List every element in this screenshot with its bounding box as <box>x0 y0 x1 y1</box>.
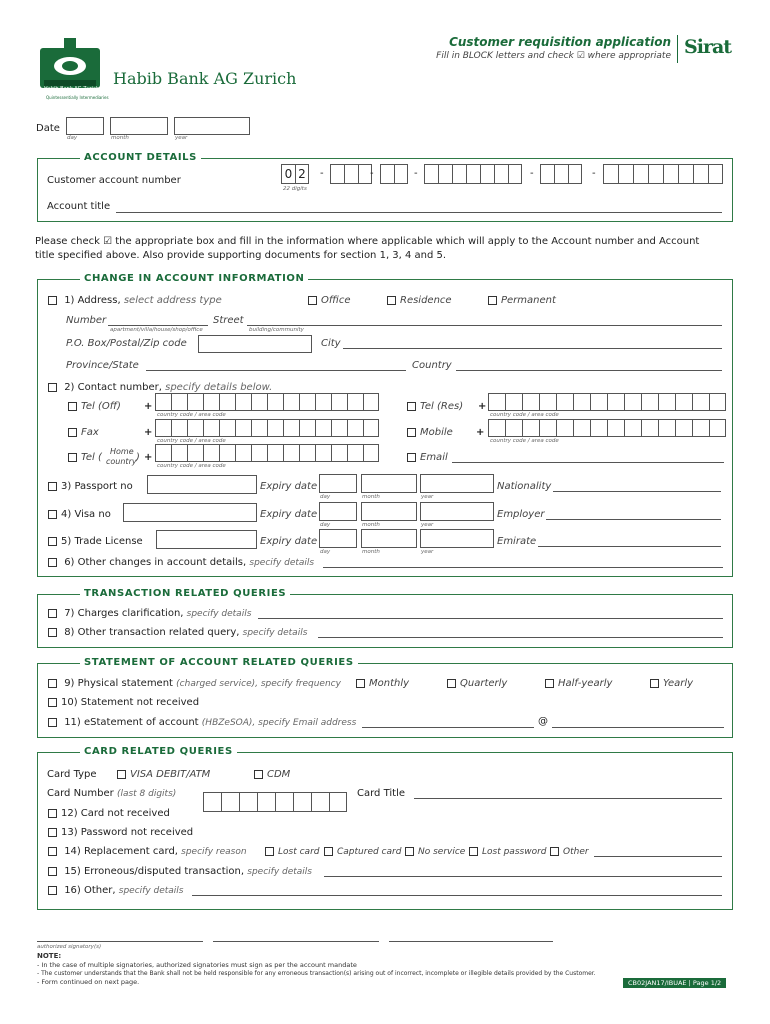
q11-email-user-field[interactable] <box>362 727 534 728</box>
visa-label: 4) Visa no <box>61 509 111 520</box>
passport-row <box>48 481 133 492</box>
q14-label: 14) Replacement card, <box>64 846 178 857</box>
instruction-line <box>436 51 671 61</box>
q14-hint: specify reason <box>181 847 247 857</box>
yearly-checkbox[interactable] <box>650 679 659 688</box>
date-day-field[interactable] <box>66 117 104 135</box>
visa-day-hint: day <box>320 522 331 528</box>
passport-expiry-month[interactable] <box>361 474 417 493</box>
account-number-cells-6[interactable] <box>603 164 723 184</box>
form-code: CB02JAN17/IBUAE <box>628 979 687 987</box>
trade-field[interactable] <box>156 530 257 549</box>
quarterly-label: Quarterly <box>460 678 508 689</box>
check-icon: ☑ <box>576 51 585 61</box>
q7-field[interactable] <box>258 618 723 619</box>
lost-password-checkbox[interactable] <box>469 847 478 856</box>
trade-expiry-month[interactable] <box>361 529 417 548</box>
employer-field[interactable] <box>546 519 721 520</box>
tel-res-checkbox[interactable] <box>407 402 416 411</box>
fax-checkbox[interactable] <box>68 428 77 437</box>
visa-debit-checkbox[interactable] <box>117 770 126 779</box>
q9-hint: (charged service), specify frequency <box>176 679 341 689</box>
account-number-cells[interactable] <box>281 164 309 184</box>
note-3: - Form continued on next page. <box>37 978 140 986</box>
tel-off-option[interactable] <box>68 401 121 412</box>
tel-home-cells[interactable] <box>155 444 379 462</box>
q8-field[interactable] <box>318 637 723 638</box>
no-service-label: No service <box>418 847 466 857</box>
street-label: Street <box>213 315 244 326</box>
account-number-cells-4[interactable] <box>424 164 522 184</box>
visa-month-hint: month <box>362 522 380 528</box>
page-number: Page 1/2 <box>692 979 722 987</box>
account-number-cells-2[interactable] <box>330 164 372 184</box>
q8-label: 8) Other transaction related query, <box>64 627 240 638</box>
tel-home-checkbox[interactable] <box>68 453 77 462</box>
instructions-line-1 <box>35 236 699 247</box>
acct-dash-1: - <box>320 168 324 179</box>
email-field[interactable] <box>452 462 724 463</box>
note-1: - In the case of multiple signatories, authorized signatories must sign as per the account mandate <box>37 961 357 969</box>
country-field[interactable] <box>456 370 722 371</box>
passport-expiry-label: Expiry date <box>260 481 318 492</box>
date-year-hint: year <box>175 135 188 141</box>
signature-line-1[interactable] <box>37 941 203 942</box>
header-divider <box>677 35 678 63</box>
account-digit-2: 2 <box>295 164 309 184</box>
q8-checkbox[interactable] <box>48 628 57 637</box>
street-hint: building/community <box>249 327 304 333</box>
tel-home-close: ) <box>136 452 140 463</box>
q16-row <box>48 885 184 896</box>
q13-row <box>48 827 193 838</box>
other-changes-label: 6) Other changes in account details, <box>64 557 247 568</box>
province-label: Province/State <box>66 360 139 371</box>
badge-separator: | <box>688 979 691 987</box>
trade-month-hint: month <box>362 549 380 555</box>
at-sign: @ <box>538 716 548 727</box>
q12-row <box>48 808 170 819</box>
fax-cells[interactable] <box>155 419 379 437</box>
q9-label: 9) Physical statement <box>64 678 173 689</box>
date-year-field[interactable] <box>174 117 250 135</box>
acct-dash-4: - <box>530 168 534 179</box>
tel-res-plus: + <box>478 401 487 412</box>
mobile-hint: country code / area code <box>490 438 559 444</box>
card-number-row <box>47 788 176 799</box>
visa-expiry-month[interactable] <box>361 502 417 521</box>
q9-row <box>48 678 341 689</box>
trade-checkbox[interactable] <box>48 537 57 546</box>
address-hint: select address type <box>123 295 222 306</box>
cdm-label: CDM <box>267 769 291 780</box>
po-field[interactable] <box>198 335 312 353</box>
q11-label: 11) eStatement of account <box>64 717 199 728</box>
other-reason-checkbox[interactable] <box>550 847 559 856</box>
tel-off-cells[interactable] <box>155 393 379 411</box>
emirate-field[interactable] <box>538 546 721 547</box>
tel-home-hint: country code / area code <box>157 463 226 469</box>
residence-label: Residence <box>400 295 452 306</box>
office-label: Office <box>321 295 351 306</box>
city-label: City <box>321 338 341 349</box>
signature-line-3[interactable] <box>389 941 553 942</box>
passport-checkbox[interactable] <box>48 482 57 491</box>
q9-checkbox[interactable] <box>48 679 57 688</box>
q10-row <box>48 697 199 708</box>
fax-hint: country code / area code <box>157 438 226 444</box>
monthly-checkbox[interactable] <box>356 679 365 688</box>
trade-expiry-year[interactable] <box>420 529 494 548</box>
note-2: - The customer understands that the Bank shall not be held responsible for any erroneous transaction(s) arising out of incorrect, incomplete or illegible details provided by the Customer. <box>37 970 596 977</box>
instructions-part-b: the appropriate box and fill in the information where applicable which will apply to the Account number and Account <box>115 236 700 247</box>
tel-home-plus: + <box>144 452 153 463</box>
passport-field[interactable] <box>147 475 257 494</box>
note-title: NOTE: <box>37 952 62 960</box>
fax-plus: + <box>144 427 153 438</box>
q13-label: 13) Password not received <box>61 827 194 838</box>
address-checkbox[interactable] <box>48 296 57 305</box>
street-field[interactable] <box>247 325 722 326</box>
card-title-field[interactable] <box>414 798 722 799</box>
email-label: Email <box>420 452 448 463</box>
trade-expiry-day[interactable] <box>319 529 357 548</box>
number-label: Number <box>66 315 107 326</box>
office-checkbox[interactable] <box>308 296 317 305</box>
po-label: P.O. Box/Postal/Zip code <box>66 338 187 349</box>
instruction-suffix: where appropriate <box>587 51 671 61</box>
tel-res-cells[interactable] <box>488 393 726 411</box>
mobile-plus: + <box>476 427 485 438</box>
opt-residence[interactable] <box>387 295 452 306</box>
check-icon: ☑ <box>103 236 113 247</box>
visa-checkbox[interactable] <box>48 510 57 519</box>
yearly-option[interactable] <box>650 678 693 689</box>
instruction-prefix: Fill in BLOCK letters and check <box>436 51 574 61</box>
email-option[interactable] <box>407 452 448 463</box>
city-field[interactable] <box>343 348 722 349</box>
fax-label: Fax <box>81 427 99 438</box>
visa-expiry-year[interactable] <box>420 502 494 521</box>
q15-field[interactable] <box>324 876 722 877</box>
tel-home-option[interactable] <box>68 452 102 463</box>
visa-row <box>48 509 111 520</box>
trade-day-hint: day <box>320 549 331 555</box>
acct-dash-3: - <box>414 168 418 179</box>
contact-row <box>48 382 272 393</box>
account-digit-1: 0 <box>281 164 295 184</box>
trade-row <box>48 536 143 547</box>
passport-expiry-year[interactable] <box>420 474 494 493</box>
card-title-label: Card Title <box>357 788 406 799</box>
q11-email-domain-field[interactable] <box>552 727 724 728</box>
monthly-label: Monthly <box>369 678 410 689</box>
lost-password-option[interactable] <box>469 847 547 857</box>
q14-checkbox[interactable] <box>48 847 57 856</box>
cdm-option[interactable] <box>254 769 290 780</box>
mobile-cells[interactable] <box>488 419 726 437</box>
contact-label: 2) Contact number, <box>64 382 162 393</box>
tel-res-label: Tel (Res) <box>420 401 464 412</box>
q15-label: 15) Erroneous/disputed transaction, <box>64 866 245 877</box>
visa-expiry-day[interactable] <box>319 502 357 521</box>
quarterly-checkbox[interactable] <box>447 679 456 688</box>
account-number-cells-5[interactable] <box>540 164 582 184</box>
q7-row <box>48 608 251 619</box>
account-details-legend: ACCOUNT DETAILS <box>80 152 201 163</box>
lost-card-checkbox[interactable] <box>265 847 274 856</box>
passport-label: 3) Passport no <box>61 481 133 492</box>
q13-checkbox[interactable] <box>48 828 57 837</box>
lost-password-label: Lost password <box>482 847 547 857</box>
card-number-hint: (last 8 digits) <box>116 789 177 799</box>
q8-hint: specify details <box>242 628 308 638</box>
yearly-label: Yearly <box>663 678 694 689</box>
q16-field[interactable] <box>192 895 722 896</box>
tel-home-country: country <box>106 457 137 466</box>
account-number-cells-3[interactable] <box>380 164 408 184</box>
tel-off-plus: + <box>144 401 153 412</box>
half-yearly-checkbox[interactable] <box>545 679 554 688</box>
residence-checkbox[interactable] <box>387 296 396 305</box>
instructions-part-a: Please check <box>35 236 100 247</box>
opt-office[interactable] <box>308 295 351 306</box>
fax-option[interactable] <box>68 427 99 438</box>
account-title-label: Account title <box>47 201 111 212</box>
sirat-logo: Sirat <box>684 36 732 58</box>
q16-checkbox[interactable] <box>48 886 57 895</box>
transaction-section <box>37 594 733 648</box>
change-info-legend: CHANGE IN ACCOUNT INFORMATION <box>80 273 308 284</box>
logo-caption: Habib Bank AG Zurich <box>44 86 100 92</box>
other-changes-checkbox[interactable] <box>48 558 57 567</box>
q16-label: 16) Other, <box>64 885 116 896</box>
date-day-hint: day <box>67 135 78 141</box>
bank-name: Habib Bank AG Zurich <box>113 69 297 88</box>
mobile-label: Mobile <box>420 427 453 438</box>
card-type-label: Card Type <box>47 769 97 780</box>
visa-debit-label: VISA DEBIT/ATM <box>130 769 211 780</box>
footer-page-badge <box>623 978 726 988</box>
tel-res-option[interactable] <box>407 401 463 412</box>
mobile-option[interactable] <box>407 427 453 438</box>
q12-checkbox[interactable] <box>48 809 57 818</box>
contact-hint: specify details below. <box>165 382 273 393</box>
other-changes-hint: specify details <box>249 558 315 568</box>
monthly-option[interactable] <box>356 678 409 689</box>
permanent-checkbox[interactable] <box>488 296 497 305</box>
passport-year-hint: year <box>421 494 434 500</box>
visa-debit-option[interactable] <box>117 769 210 780</box>
tel-res-hint: country code / area code <box>490 412 559 418</box>
country-label: Country <box>412 360 452 371</box>
other-reason-label: Other <box>563 847 589 857</box>
trade-label: 5) Trade License <box>61 536 143 547</box>
q12-label: 12) Card not received <box>61 808 170 819</box>
cdm-checkbox[interactable] <box>254 770 263 779</box>
tel-off-hint: country code / area code <box>157 412 226 418</box>
acct-dash-5: - <box>592 168 596 179</box>
visa-expiry-label: Expiry date <box>260 509 318 520</box>
address-label: 1) Address, <box>64 295 121 306</box>
form-title: Customer requisition application <box>449 35 671 49</box>
lost-card-option[interactable] <box>265 847 319 857</box>
visa-year-hint: year <box>421 522 434 528</box>
mobile-checkbox[interactable] <box>407 428 416 437</box>
account-number-label: Customer account number <box>47 175 181 186</box>
transaction-legend: TRANSACTION RELATED QUERIES <box>80 588 290 599</box>
q10-checkbox[interactable] <box>48 698 57 707</box>
emirate-label: Emirate <box>497 536 537 547</box>
signatory-label: authorized signatory(s) <box>37 944 102 950</box>
quarterly-option[interactable] <box>447 678 507 689</box>
trade-year-hint: year <box>421 549 434 555</box>
email-checkbox[interactable] <box>407 453 416 462</box>
trade-expiry-label: Expiry date <box>260 536 318 547</box>
q14-row <box>48 846 247 857</box>
date-month-field[interactable] <box>110 117 168 135</box>
tel-off-label: Tel (Off) <box>81 401 121 412</box>
number-field[interactable] <box>108 325 208 326</box>
q10-label: 10) Statement not received <box>61 697 200 708</box>
q15-row <box>48 866 312 877</box>
visa-field[interactable] <box>123 503 257 522</box>
q7-checkbox[interactable] <box>48 609 57 618</box>
logo-tagline: Quintessentially Intermediaries <box>46 95 109 100</box>
contact-checkbox[interactable] <box>48 383 57 392</box>
number-hint: apartment/villa/house/shop/office <box>110 327 203 333</box>
card-number-label: Card Number <box>47 788 114 799</box>
passport-month-hint: month <box>362 494 380 500</box>
province-field[interactable] <box>146 370 406 371</box>
signature-line-2[interactable] <box>213 941 379 942</box>
other-changes-row <box>48 557 314 568</box>
permanent-label: Permanent <box>501 295 556 306</box>
passport-expiry-day[interactable] <box>319 474 357 493</box>
tel-home-label: Tel ( <box>81 452 102 463</box>
q16-hint: specify details <box>118 886 184 896</box>
account-title-field[interactable] <box>116 212 722 213</box>
statement-legend: STATEMENT OF ACCOUNT RELATED QUERIES <box>80 657 358 668</box>
q7-hint: specify details <box>186 609 252 619</box>
lost-card-label: Lost card <box>278 847 320 857</box>
card-legend: CARD RELATED QUERIES <box>80 746 237 757</box>
acct-dash-2: - <box>370 168 374 179</box>
other-reason-field[interactable] <box>594 856 722 857</box>
q8-row <box>48 627 307 638</box>
other-changes-field[interactable] <box>323 567 723 568</box>
employer-label: Employer <box>497 509 545 520</box>
tel-home-home: Home <box>110 447 134 456</box>
no-service-option[interactable] <box>405 847 465 857</box>
passport-day-hint: day <box>320 494 331 500</box>
captured-card-label: Captured card <box>337 847 402 857</box>
q15-hint: specify details <box>247 867 312 877</box>
no-service-checkbox[interactable] <box>405 847 414 856</box>
half-yearly-label: Half-yearly <box>558 678 613 689</box>
card-number-cells[interactable] <box>203 792 347 812</box>
half-yearly-option[interactable] <box>545 678 612 689</box>
digits-hint: 22 digits <box>283 186 307 192</box>
q11-hint: (HBZeSOA), specify Email address <box>201 718 357 728</box>
q15-checkbox[interactable] <box>48 867 57 876</box>
q7-label: 7) Charges clarification, <box>64 608 184 619</box>
nationality-field[interactable] <box>553 491 721 492</box>
nationality-label: Nationality <box>497 481 552 492</box>
address-row <box>48 295 222 306</box>
date-label: Date <box>36 123 60 134</box>
q11-row <box>48 717 356 728</box>
tel-off-checkbox[interactable] <box>68 402 77 411</box>
opt-permanent[interactable] <box>488 295 556 306</box>
captured-card-checkbox[interactable] <box>324 847 333 856</box>
q11-checkbox[interactable] <box>48 718 57 727</box>
date-month-hint: month <box>111 135 129 141</box>
captured-card-option[interactable] <box>324 847 401 857</box>
instructions-line-2: title specified above. Also provide supporting documents for section 1, 3, 4 and 5. <box>35 250 447 261</box>
other-reason-option[interactable] <box>550 847 589 857</box>
